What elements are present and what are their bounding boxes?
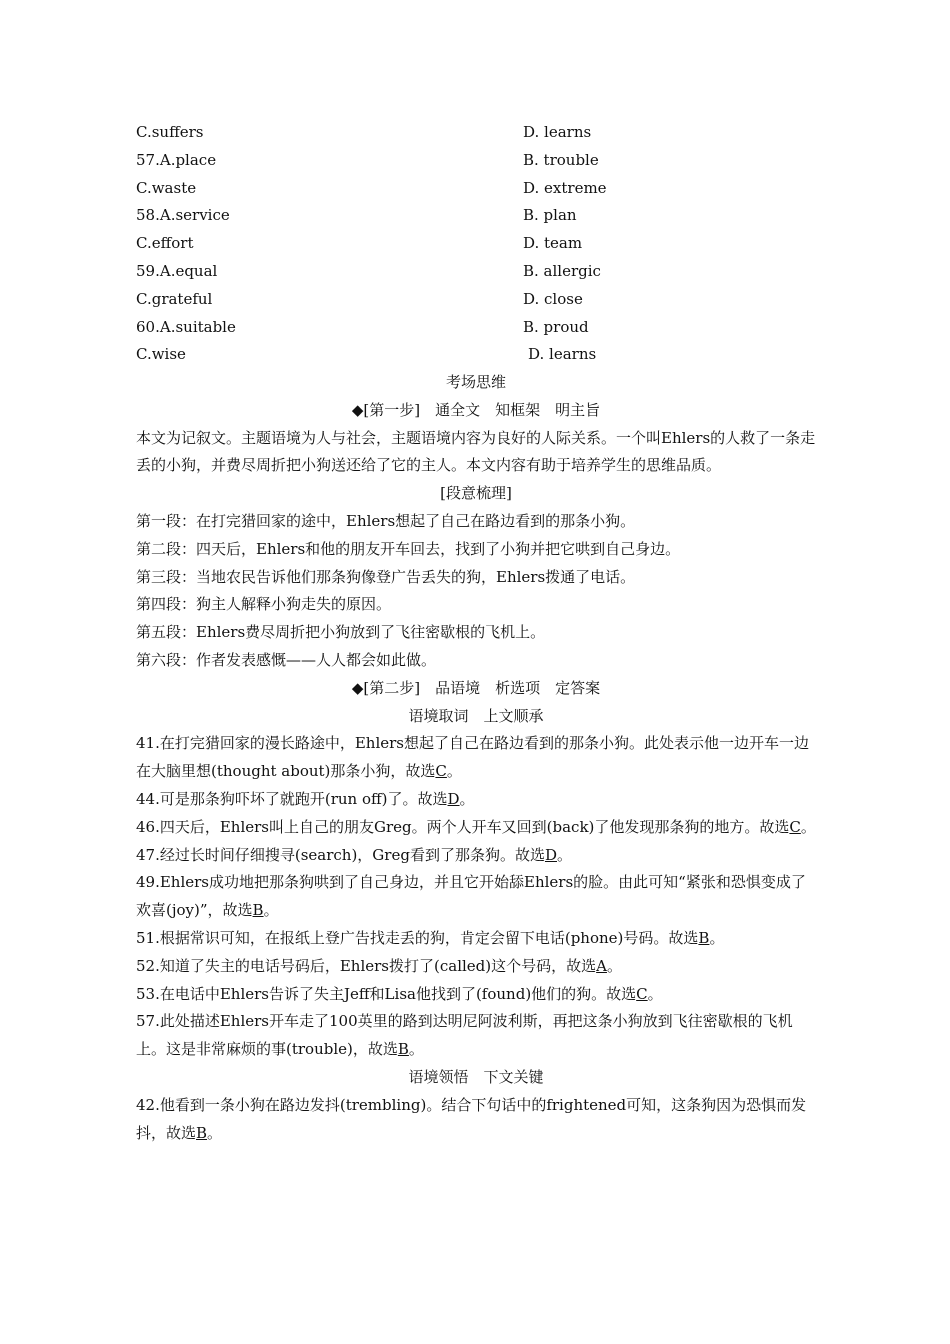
option-right: D. learns <box>528 345 597 364</box>
explanation-end: 。 <box>709 928 725 947</box>
answer-letter: C <box>636 984 648 1003</box>
summary-paragraph: 本文为记叙文。主题语境为人与社会，主题语境内容为良好的人际关系。一个叫Ehlers的人救了一条走丢的小狗，并费尽周折把小狗送还给了它的主人。本文内容有助于培养学生的思维品质。 <box>136 428 816 475</box>
explanation-text: 57.此处描述Ehlers开车走了100英里的路到达明尼阿波利斯，再把这条小狗放到飞往密歇根的飞机上。这是非常麻烦的事(trouble)，故选 <box>136 1012 793 1059</box>
paragraph-outline-heading: [段意梳理] <box>440 484 512 503</box>
option-row <box>136 286 836 314</box>
explanation-text: 49.Ehlers成功地把那条狗哄到了自己身边，并且它开始舔Ehlers的脸。由此可知“紧张和恐惧变成了欢喜(joy)”，故选 <box>136 873 806 920</box>
explanation-text: 52.知道了失主的电话号码后，Ehlers拨打了(called)这个号码，故选 <box>136 956 597 975</box>
answer-letter: B <box>397 1040 409 1059</box>
context-subheading: 语境领悟 下文关键 <box>408 1067 544 1086</box>
explanation-end: 。 <box>800 817 816 836</box>
answer-letter: C <box>789 817 801 836</box>
step1-heading: ◆[第一步] 通全文 知框架 明主旨 <box>351 400 601 419</box>
option-left: C.effort <box>136 234 194 253</box>
explanation-text: 51.根据常识可知，在报纸上登广告找走丢的狗，肯定会留下电话(phone)号码。故选 <box>136 928 699 947</box>
paragraph-outline-item: 第二段：四天后，Ehlers和他的朋友开车回去，找到了小狗并把它哄到自己身边。 <box>136 539 681 558</box>
answer-letter: C <box>435 762 447 781</box>
option-left: 57.A.place <box>136 150 217 169</box>
explanation-item <box>136 925 816 953</box>
explanation-text: 42.他看到一条小狗在路边发抖(trembling)。结合下句话中的frightened可知，这条狗因为恐惧而发抖，故选 <box>136 1095 807 1142</box>
explanation-item <box>136 814 816 842</box>
answer-letter: A <box>596 956 607 975</box>
answer-options <box>136 119 836 369</box>
explanation-item <box>136 842 816 870</box>
section-title: 考场思维 <box>445 373 506 391</box>
explanation-end: 。 <box>647 984 663 1003</box>
paragraph-outline-item: 第三段：当地农民告诉他们那条狗像登广告丢失的狗，Ehlers拨通了电话。 <box>136 567 636 586</box>
explanation-end: 。 <box>446 762 462 781</box>
option-row <box>136 202 836 230</box>
answer-letter: D <box>544 845 557 864</box>
explanation-text: 44.可是那条狗吓坏了就跑开(run off)了。故选 <box>136 789 448 808</box>
explanation-item <box>136 869 816 925</box>
option-right: B. plan <box>523 206 577 225</box>
answer-letter: B <box>252 901 264 920</box>
explanation-end: 。 <box>459 789 475 808</box>
option-right: B. proud <box>523 317 589 336</box>
explanation-item <box>136 730 816 786</box>
step2-heading: ◆[第二步] 品语境 析选项 定答案 <box>351 678 601 697</box>
option-row <box>136 314 836 342</box>
answer-letter: B <box>698 928 710 947</box>
option-left: C.suffers <box>136 123 204 141</box>
analysis-content <box>136 369 816 1147</box>
explanation-item <box>136 1092 816 1148</box>
option-right: D. team <box>523 234 583 253</box>
paragraph-outline-item: 第四段：狗主人解释小狗走失的原因。 <box>136 595 392 614</box>
explanation-end: 。 <box>606 956 622 975</box>
option-row <box>136 119 836 147</box>
option-left: 58.A.service <box>136 206 230 225</box>
explanation-item <box>136 1008 816 1064</box>
option-left: 60.A.suitable <box>136 317 236 336</box>
option-row <box>136 258 836 286</box>
option-row <box>136 341 836 369</box>
context-subheading: 语境取词 上文顺承 <box>408 706 544 725</box>
paragraph-outline-item: 第六段：作者发表感慨——人人都会如此做。 <box>136 650 437 669</box>
option-right: B. trouble <box>523 150 599 169</box>
explanation-text: 53.在电话中Ehlers告诉了失主Jeff和Lisa他找到了(found)他们的狗。故选 <box>136 984 637 1003</box>
option-right: D. close <box>523 289 583 308</box>
explanation-text: 41.在打完猎回家的漫长路途中，Ehlers想起了自己在路边看到的那条小狗。此处表示他一边开车一边在大脑里想(thought about)那条小狗，故选 <box>136 734 810 781</box>
explanation-item <box>136 953 816 981</box>
option-left: C.grateful <box>136 289 213 308</box>
explanation-end: 。 <box>408 1040 424 1059</box>
explanation-end: 。 <box>263 901 279 920</box>
explanation-text: 46.四天后，Ehlers叫上自己的朋友Greg。两个人开车又回到(back)了他发现那条狗的地方。故选 <box>136 817 790 836</box>
option-row <box>136 230 836 258</box>
answer-letter: B <box>196 1123 208 1142</box>
explanation-text: 47.经过长时间仔细搜寻(search)，Greg看到了那条狗。故选 <box>136 845 545 864</box>
option-row <box>136 175 836 203</box>
option-left: C.waste <box>136 178 197 197</box>
explanation-end: 。 <box>207 1123 223 1142</box>
answer-letter: D <box>447 789 460 808</box>
paragraph-outline-item: 第一段：在打完猎回家的途中，Ehlers想起了自己在路边看到的那条小狗。 <box>136 511 636 530</box>
option-right: D. learns <box>523 123 592 141</box>
option-right: B. allergic <box>523 261 601 280</box>
explanation-item <box>136 981 816 1009</box>
explanation-item <box>136 786 816 814</box>
option-right: D. extreme <box>523 178 607 197</box>
option-row <box>136 147 836 175</box>
option-left: 59.A.equal <box>136 261 218 280</box>
explanation-end: 。 <box>556 845 572 864</box>
option-left: C.wise <box>136 345 186 364</box>
paragraph-outline-item: 第五段：Ehlers费尽周折把小狗放到了飞往密歇根的飞机上。 <box>136 623 546 642</box>
